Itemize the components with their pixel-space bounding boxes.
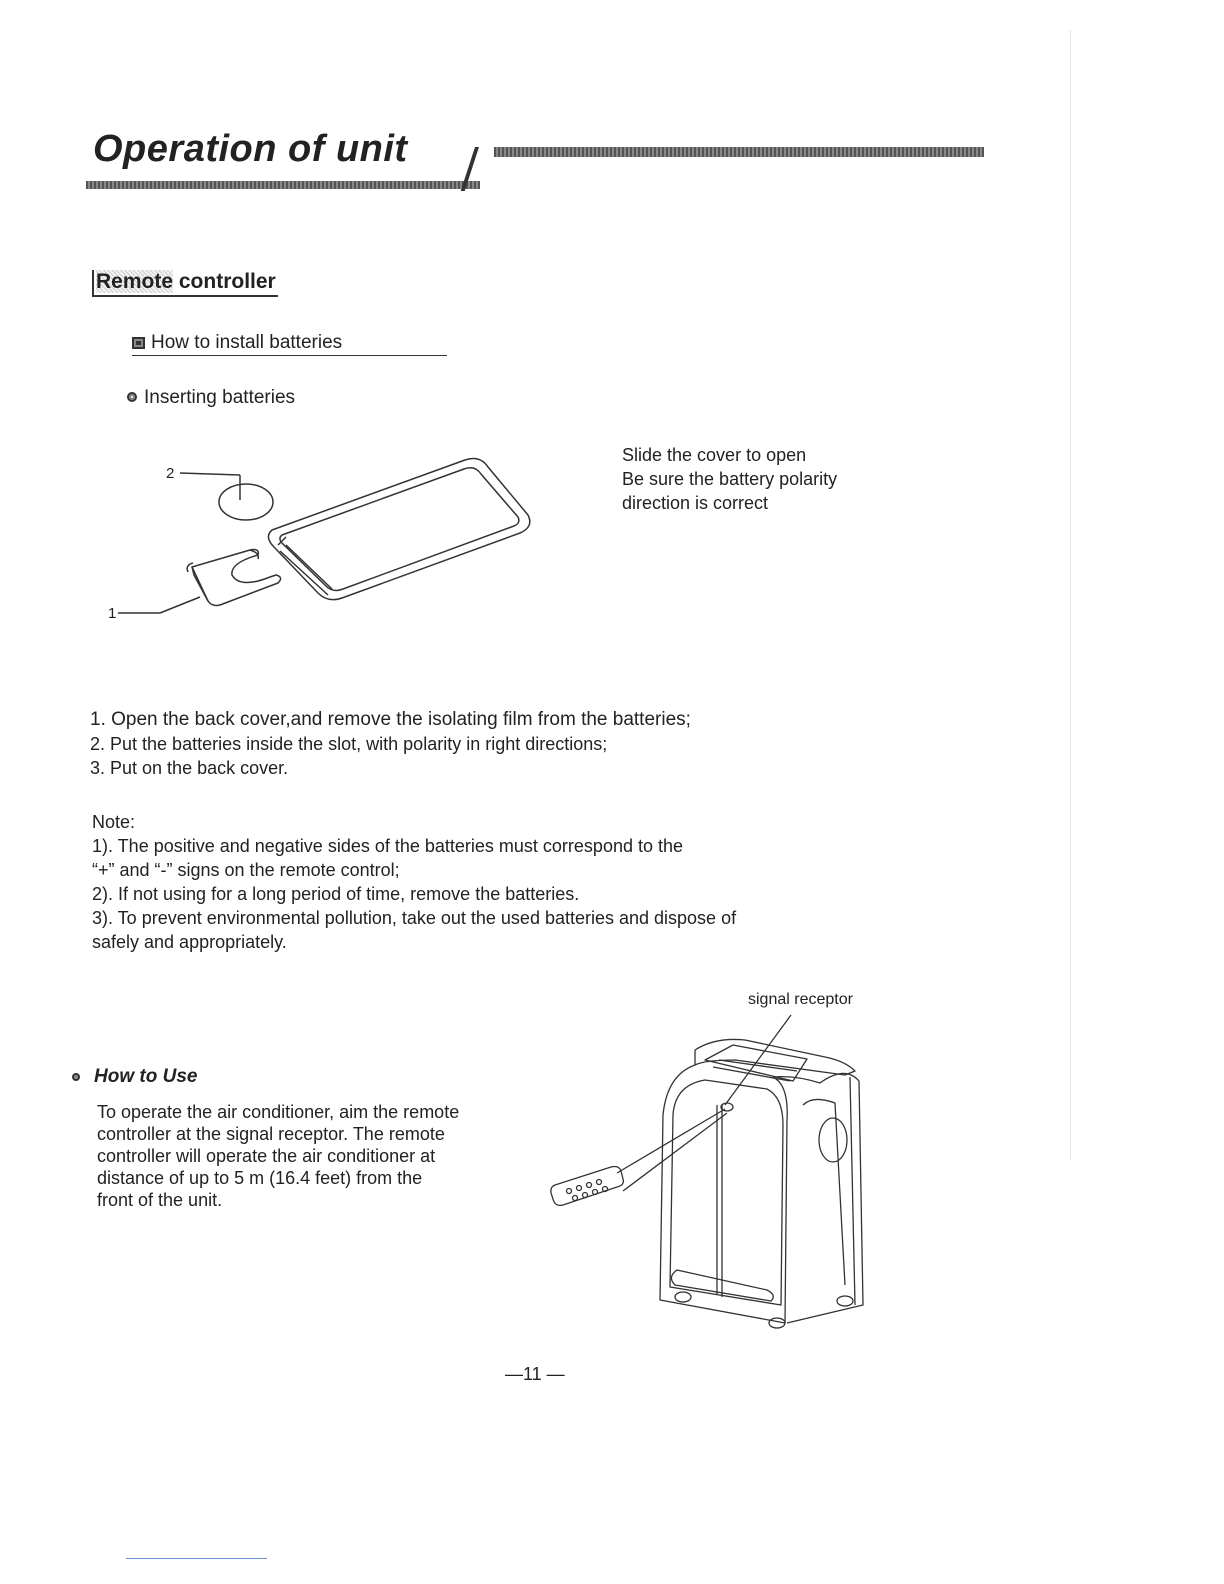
how-to-use-line: controller will operate the air conditioner at xyxy=(97,1146,436,1166)
caption-line: direction is correct xyxy=(622,493,769,513)
step-item: 3. Put on the back cover. xyxy=(90,758,289,778)
square-bullet-icon xyxy=(132,337,145,349)
note-line: “+” and “-” signs on the remote control; xyxy=(92,860,400,880)
how-to-use-line: front of the unit. xyxy=(97,1190,223,1210)
battery-figure-label-1: 1 xyxy=(108,605,117,622)
circle-bullet-icon xyxy=(127,392,137,402)
header-rule-left xyxy=(86,181,480,189)
battery-insertion-illustration xyxy=(100,455,540,635)
section-heading-shaded: Remote xyxy=(96,270,174,293)
note-line: 3). To prevent environmental pollution, take out the used batteries and dispose of xyxy=(92,908,737,928)
how-to-use-text xyxy=(97,1101,557,1211)
note-block xyxy=(92,810,912,954)
page-title: Operation of unit xyxy=(93,128,408,170)
footer-rule xyxy=(126,1558,267,1559)
step-item: 1. Open the back cover,and remove the isolating film from the batteries; xyxy=(90,709,691,730)
how-to-use-line: controller at the signal receptor. The remote xyxy=(97,1124,445,1144)
note-line: safely and appropriately. xyxy=(92,932,287,952)
section-heading xyxy=(92,270,278,297)
subheading-text: How to install batteries xyxy=(151,332,343,353)
note-label: Note: xyxy=(92,812,136,832)
step-item: 2. Put the batteries inside the slot, with polarity in right directions; xyxy=(90,734,608,754)
how-to-use-heading xyxy=(72,1066,197,1088)
how-to-use-line: To operate the air conditioner, aim the remote xyxy=(97,1102,460,1122)
caption-line: Slide the cover to open xyxy=(622,445,807,465)
how-to-use-line: distance of up to 5 m (16.4 feet) from the xyxy=(97,1168,423,1188)
scan-edge-line xyxy=(1070,30,1071,1160)
how-to-use-title: How to Use xyxy=(94,1066,198,1087)
header-rule-right xyxy=(494,147,984,157)
note-line: 1). The positive and negative sides of the batteries must correspond to the xyxy=(92,836,684,856)
air-conditioner-illustration xyxy=(545,1005,880,1335)
caption-line: Be sure the battery polarity xyxy=(622,469,838,489)
note-line: 2). If not using for a long period of time, remove the batteries. xyxy=(92,884,580,904)
page-number: —11 — xyxy=(505,1364,565,1384)
install-steps xyxy=(90,708,890,780)
circle-bullet-icon xyxy=(72,1073,80,1081)
signal-receptor-label: signal receptor xyxy=(748,991,853,1008)
battery-figure-label-2: 2 xyxy=(166,465,175,482)
bullet-text: Inserting batteries xyxy=(144,387,296,408)
battery-caption xyxy=(622,443,837,515)
subheading-install-batteries xyxy=(132,332,447,356)
bullet-inserting-batteries xyxy=(127,387,295,409)
section-heading-rest: controller xyxy=(173,270,276,293)
